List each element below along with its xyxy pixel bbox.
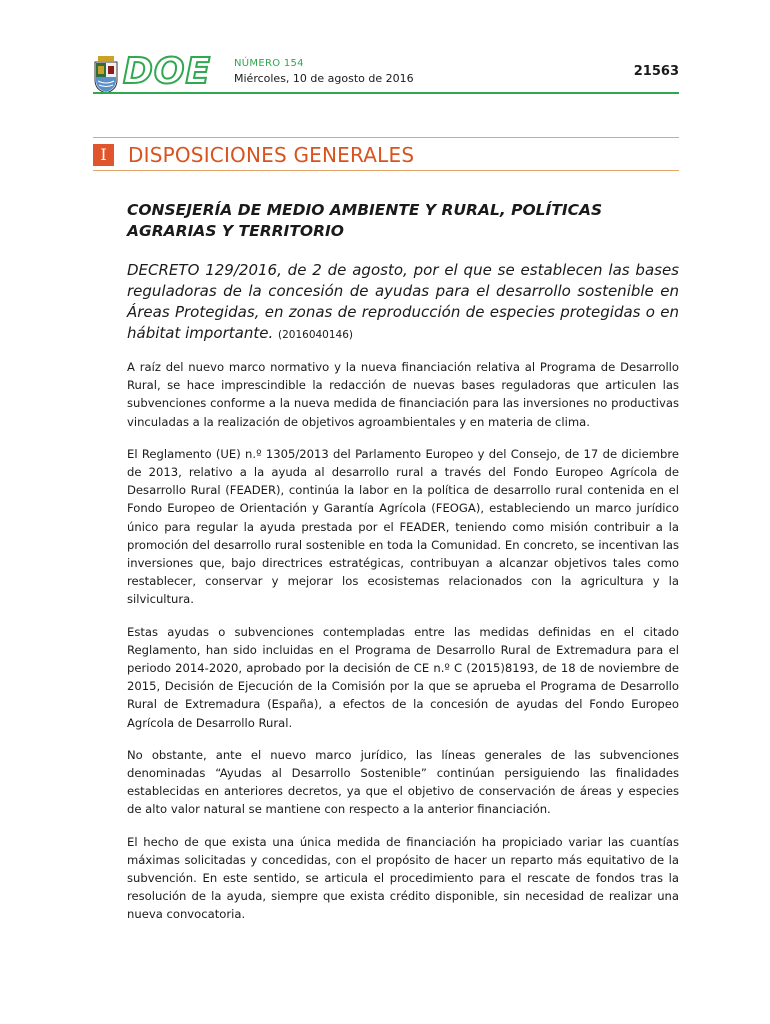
section-divider-top [93,137,679,138]
paragraph: El Reglamento (UE) n.º 1305/2013 del Parlamento Europeo y del Consejo, de 17 de diciembre de 2013, relativo a la ayuda al desarrollo rural a través del Fondo Europeo Agrícola de Desarrollo Rural (FEADER), continúa la labor en la política de desarrollo rural contenida en el Fondo Europeo de Orientación y Garantía Agrícola (FEOGA), estableciendo un marco jurídico único para regular la ayuda prestada por el FEADER, teniendo como misión contribuir a la promoción del desarrollo rural sostenible en toda la Comunidad. En concreto, se incentivan las inversiones que, bajo directrices estratégicas, contribuyan a alcanzar objetivos tales como restablecer, conservar y mejorar los ecosistemas relacionados con la agricultura y la silvicultura. [127,446,679,607]
header-divider [93,92,679,94]
section-divider-bottom [93,170,679,171]
issue-number: NÚMERO 154 [234,58,304,69]
decree-title: DECRETO 129/2016, de 2 de agosto, por el que se establecen las bases reguladoras de la concesión de ayudas para el desarrollo sostenible en Áreas Protegidas, en zonas de reproducción de especies protegidas o en hábitat importante. [127,261,679,342]
coat-of-arms-icon [93,56,119,94]
document-body [127,358,679,938]
issue-date: Miércoles, 10 de agosto de 2016 [234,72,414,85]
paragraph: A raíz del nuevo marco normativo y la nueva financiación relativa al Programa de Desarrollo Rural, se hace imprescindible la redacción de nuevas bases reguladoras que articulen las subvenciones conforme a la nueva medida de financiación para las inversiones no productivas vinculadas a la realización de objetivos agroambientales y en materia de clima. [127,360,679,429]
section-numeral: I [93,144,114,166]
section-title: DISPOSICIONES GENERALES [128,143,415,167]
page-header [93,52,679,96]
paragraph: No obstante, ante el nuevo marco jurídico, las líneas generales de las subvenciones denominadas “Ayudas al Desarrollo Sostenible” continúan persiguiendo las finalidades establecidas en anteriores decretos, ya que el objetivo de conservación de áreas y especies de alto valor natural se mantiene con respecto a la anterior financiación. [127,747,679,817]
paragraph: Estas ayudas o subvenciones contempladas entre las medidas definidas en el citado Reglamento, han sido incluidas en el Programa de Desarrollo Rural de Extremadura para el periodo 2014-2020, aprobado por la decisión de CE n.º C (2015)8193, de 18 de noviembre de 2015, Decisión de Ejecución de la Comisión por la que se aprueba el Programa de Desarrollo Rural de Extremadura (España), a efectos de la concesión de ayudas del Fondo Europeo Agrícola de Desarrollo Rural. [127,624,679,730]
decree-title-block [127,260,679,346]
doe-logo: DOE [123,51,212,92]
decree-code: (2016040146) [278,329,353,341]
page-number: 21563 [633,64,679,79]
ministry-heading: CONSEJERÍA DE MEDIO AMBIENTE Y RURAL, POLÍTICAS AGRARIAS Y TERRITORIO [127,201,603,240]
paragraph: El hecho de que exista una única medida de financiación ha propiciado variar las cuantías máximas solicitadas y concedidas, con el propósito de hacer un reparto más equitativo de la subvención. En este sentido, se articula el procedimiento para el rescate de fondos tras la resolución de la ayuda, siempre que exista crédito disponible, sin necesidad de realizar una nueva convocatoria. [127,834,679,922]
